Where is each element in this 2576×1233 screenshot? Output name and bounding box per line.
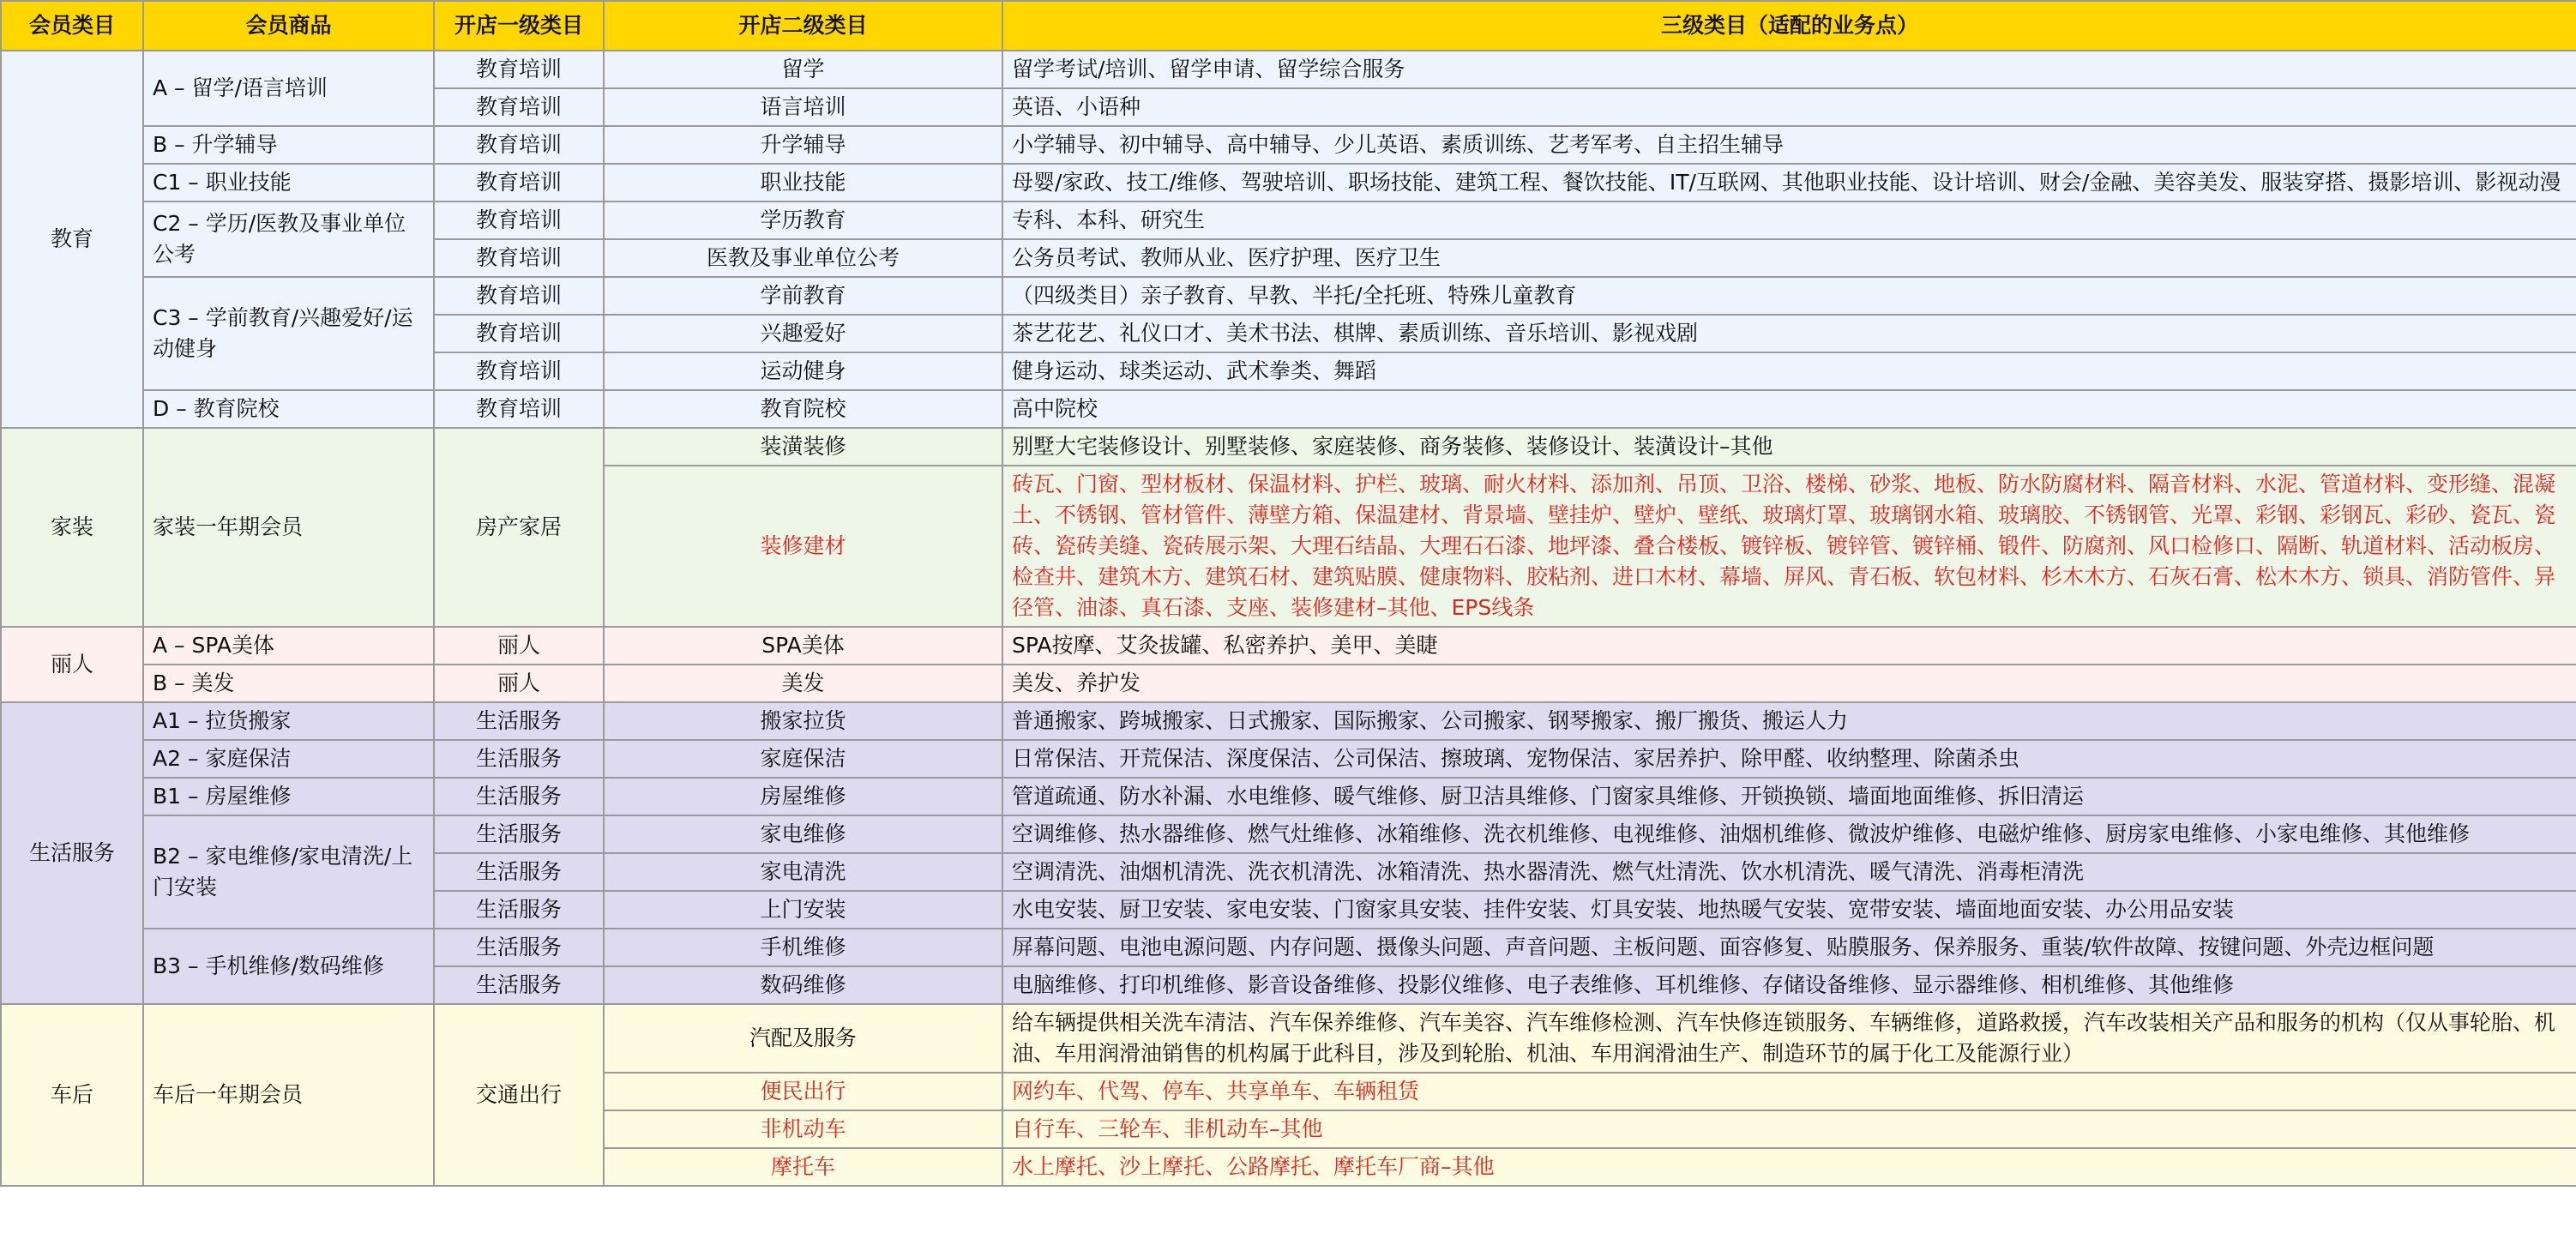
level2-cell: 教育院校: [604, 390, 1002, 428]
level2-cell: 搬家拉货: [604, 702, 1002, 740]
level3-cell: 普通搬家、跨城搬家、日式搬家、国际搬家、公司搬家、钢琴搬家、搬厂搬货、搬运人力: [1002, 702, 2576, 740]
table-row: [1, 201, 2576, 239]
level1-cell: 教育培训: [434, 315, 604, 352]
level3-cell: 水电安装、厨卫安装、家电安装、门窗家具安装、挂件安装、灯具安装、地热暖气安装、宽带安装、墙面地面安装、办公用品安装: [1002, 891, 2576, 929]
header-level1-category: 开店一级类目: [434, 1, 604, 51]
table-row: [1, 164, 2576, 201]
product-cell: C3 – 学前教育/兴趣爱好/运动健身: [143, 277, 434, 390]
level3-cell: 空调清洗、油烟机清洗、洗衣机清洗、冰箱清洗、热水器清洗、燃气灶清洗、饮水机清洗、暖气清洗、消毒柜清洗: [1002, 853, 2576, 891]
level1-cell: 生活服务: [434, 891, 604, 929]
level1-cell: 教育培训: [434, 390, 604, 428]
level3-cell: 小学辅导、初中辅导、高中辅导、少儿英语、素质训练、艺考军考、自主招生辅导: [1002, 126, 2576, 164]
level2-cell: SPA美体: [604, 627, 1002, 665]
level2-cell: 家电维修: [604, 815, 1002, 853]
level3-cell: 水上摩托、沙上摩托、公路摩托、摩托车厂商–其他: [1002, 1148, 2576, 1186]
product-cell: A1 – 拉货搬家: [143, 702, 434, 740]
level1-cell: 生活服务: [434, 815, 604, 853]
product-cell: D – 教育院校: [143, 390, 434, 428]
table-row: [1, 815, 2576, 853]
product-cell: B2 – 家电维修/家电清洗/上门安装: [143, 815, 434, 929]
level2-cell: 语言培训: [604, 88, 1002, 126]
level2-cell: 装修建材: [604, 466, 1002, 627]
level1-cell: 教育培训: [434, 51, 604, 88]
level2-cell: 家庭保洁: [604, 740, 1002, 778]
level3-cell: 屏幕问题、电池电源问题、内存问题、摄像头问题、声音问题、主板问题、面容修复、贴膜服务、保养服务、重装/软件故障、按键问题、外壳边框问题: [1002, 929, 2576, 966]
header-row: [1, 1, 2576, 51]
category-cell: 生活服务: [1, 702, 143, 1004]
level2-cell: 汽配及服务: [604, 1004, 1002, 1073]
level1-cell: 交通出行: [434, 1004, 604, 1186]
level3-cell: 砖瓦、门窗、型材板材、保温材料、护栏、玻璃、耐火材料、添加剂、吊顶、卫浴、楼梯、砂浆、地板、防水防腐材料、隔音材料、水泥、管道材料、变形缝、混凝土、不锈钢、管材管件、薄壁方箱、保温建材、背景墙、壁挂炉、壁炉、壁纸、玻璃灯罩、玻璃钢水箱、玻璃胶、不锈钢管、光罩、彩钢、彩钢瓦、彩砂、瓷瓦、瓷砖、瓷砖美缝、瓷砖展示架、大理石结晶、大理石石漆、地坪漆、叠合楼板、镀锌板、镀锌管、镀锌桶、锻件、防腐剂、风口检修口、隔断、轨道材料、活动板房、检查井、建筑木方、建筑石材、建筑贴膜、健康物料、胶粘剂、进口木材、幕墙、屏风、青石板、软包材料、杉木木方、石灰石膏、松木木方、锁具、消防管件、异径管、油漆、真石漆、支座、装修建材–其他、EPS线条: [1002, 466, 2576, 627]
level3-cell: 留学考试/培训、留学申请、留学综合服务: [1002, 51, 2576, 88]
level3-cell: 管道疏通、防水补漏、水电维修、暖气维修、厨卫洁具维修、门窗家具维修、开锁换锁、墙面地面维修、拆旧清运: [1002, 778, 2576, 815]
product-cell: C2 – 学历/医教及事业单位公考: [143, 201, 434, 277]
level2-cell: 摩托车: [604, 1148, 1002, 1186]
level2-cell: 运动健身: [604, 352, 1002, 390]
level3-cell: 英语、小语种: [1002, 88, 2576, 126]
level3-cell: SPA按摩、艾灸拔罐、私密养护、美甲、美睫: [1002, 627, 2576, 665]
level3-cell: 给车辆提供相关洗车清洁、汽车保养维修、汽车美容、汽车维修检测、汽车快修连锁服务、车辆维修，道路救援，汽车改装相关产品和服务的机构（仅从事轮胎、机油、车用润滑油销售的机构属于此科目，涉及到轮胎、机油、车用润滑油生产、制造环节的属于化工及能源行业）: [1002, 1004, 2576, 1073]
table-row: [1, 627, 2576, 665]
level1-cell: 生活服务: [434, 702, 604, 740]
level1-cell: 教育培训: [434, 88, 604, 126]
header-level3-category: 三级类目（适配的业务点）: [1002, 1, 2576, 51]
table-row: [1, 126, 2576, 164]
level3-cell: 茶艺花艺、礼仪口才、美术书法、棋牌、素质训练、音乐培训、影视戏剧: [1002, 315, 2576, 352]
level1-cell: 教育培训: [434, 201, 604, 239]
product-cell: 车后一年期会员: [143, 1004, 434, 1186]
level2-cell: 装潢装修: [604, 428, 1002, 466]
level3-cell: 美发、养护发: [1002, 665, 2576, 702]
table-row: [1, 929, 2576, 966]
product-cell: B – 升学辅导: [143, 126, 434, 164]
product-cell: 家装一年期会员: [143, 428, 434, 627]
product-cell: C1 – 职业技能: [143, 164, 434, 201]
product-cell: A – 留学/语言培训: [143, 51, 434, 126]
header-level2-category: 开店二级类目: [604, 1, 1002, 51]
level1-cell: 教育培训: [434, 277, 604, 315]
level1-cell: 教育培训: [434, 352, 604, 390]
level1-cell: 教育培训: [434, 239, 604, 277]
level3-cell: 专科、本科、研究生: [1002, 201, 2576, 239]
level1-cell: 生活服务: [434, 778, 604, 815]
table-row: [1, 428, 2576, 466]
level1-cell: 丽人: [434, 627, 604, 665]
level2-cell: 上门安装: [604, 891, 1002, 929]
product-cell: B – 美发: [143, 665, 434, 702]
level3-cell: 自行车、三轮车、非机动车–其他: [1002, 1110, 2576, 1148]
level3-cell: 母婴/家政、技工/维修、驾驶培训、职场技能、建筑工程、餐饮技能、IT/互联网、其他职业技能、设计培训、财会/金融、美容美发、服装穿搭、摄影培训、影视动漫: [1002, 164, 2576, 201]
level1-cell: 教育培训: [434, 164, 604, 201]
level1-cell: 生活服务: [434, 929, 604, 966]
level2-cell: 便民出行: [604, 1073, 1002, 1110]
level3-cell: 健身运动、球类运动、武术拳类、舞蹈: [1002, 352, 2576, 390]
category-cell: 丽人: [1, 627, 143, 702]
product-cell: A2 – 家庭保洁: [143, 740, 434, 778]
level1-cell: 生活服务: [434, 853, 604, 891]
category-cell: 教育: [1, 51, 143, 428]
level3-cell: 别墅大宅装修设计、别墅装修、家庭装修、商务装修、装修设计、装潢设计–其他: [1002, 428, 2576, 466]
table-row: [1, 390, 2576, 428]
level1-cell: 丽人: [434, 665, 604, 702]
category-cell: 家装: [1, 428, 143, 627]
table-row: [1, 740, 2576, 778]
level3-cell: 日常保洁、开荒保洁、深度保洁、公司保洁、擦玻璃、宠物保洁、家居养护、除甲醛、收纳整理、除菌杀虫: [1002, 740, 2576, 778]
level2-cell: 职业技能: [604, 164, 1002, 201]
header-member-category: 会员类目: [1, 1, 143, 51]
table-row: [1, 1004, 2576, 1073]
level2-cell: 升学辅导: [604, 126, 1002, 164]
header-member-product: 会员商品: [143, 1, 434, 51]
table-row: [1, 702, 2576, 740]
level2-cell: 数码维修: [604, 966, 1002, 1004]
table-row: [1, 778, 2576, 815]
level1-cell: 生活服务: [434, 966, 604, 1004]
level3-cell: 网约车、代驾、停车、共享单车、车辆租赁: [1002, 1073, 2576, 1110]
table-row: [1, 277, 2576, 315]
level2-cell: 留学: [604, 51, 1002, 88]
level2-cell: 家电清洗: [604, 853, 1002, 891]
level3-cell: 高中院校: [1002, 390, 2576, 428]
level3-cell: （四级类目）亲子教育、早教、半托/全托班、特殊儿童教育: [1002, 277, 2576, 315]
table-row: [1, 665, 2576, 702]
level2-cell: 医教及事业单位公考: [604, 239, 1002, 277]
level1-cell: 教育培训: [434, 126, 604, 164]
product-cell: B1 – 房屋维修: [143, 778, 434, 815]
level1-cell: 生活服务: [434, 740, 604, 778]
level2-cell: 学前教育: [604, 277, 1002, 315]
level3-cell: 公务员考试、教师从业、医疗护理、医疗卫生: [1002, 239, 2576, 277]
product-cell: B3 – 手机维修/数码维修: [143, 929, 434, 1004]
level2-cell: 房屋维修: [604, 778, 1002, 815]
level2-cell: 美发: [604, 665, 1002, 702]
level2-cell: 非机动车: [604, 1110, 1002, 1148]
level3-cell: 电脑维修、打印机维修、影音设备维修、投影仪维修、电子表维修、耳机维修、存储设备维修、显示器维修、相机维修、其他维修: [1002, 966, 2576, 1004]
category-cell: 车后: [1, 1004, 143, 1186]
level2-cell: 兴趣爱好: [604, 315, 1002, 352]
level3-cell: 空调维修、热水器维修、燃气灶维修、冰箱维修、洗衣机维修、电视维修、油烟机维修、微波炉维修、电磁炉维修、厨房家电维修、小家电维修、其他维修: [1002, 815, 2576, 853]
level2-cell: 学历教育: [604, 201, 1002, 239]
table-row: [1, 51, 2576, 88]
level2-cell: 手机维修: [604, 929, 1002, 966]
level1-cell: 房产家居: [434, 428, 604, 627]
product-cell: A – SPA美体: [143, 627, 434, 665]
